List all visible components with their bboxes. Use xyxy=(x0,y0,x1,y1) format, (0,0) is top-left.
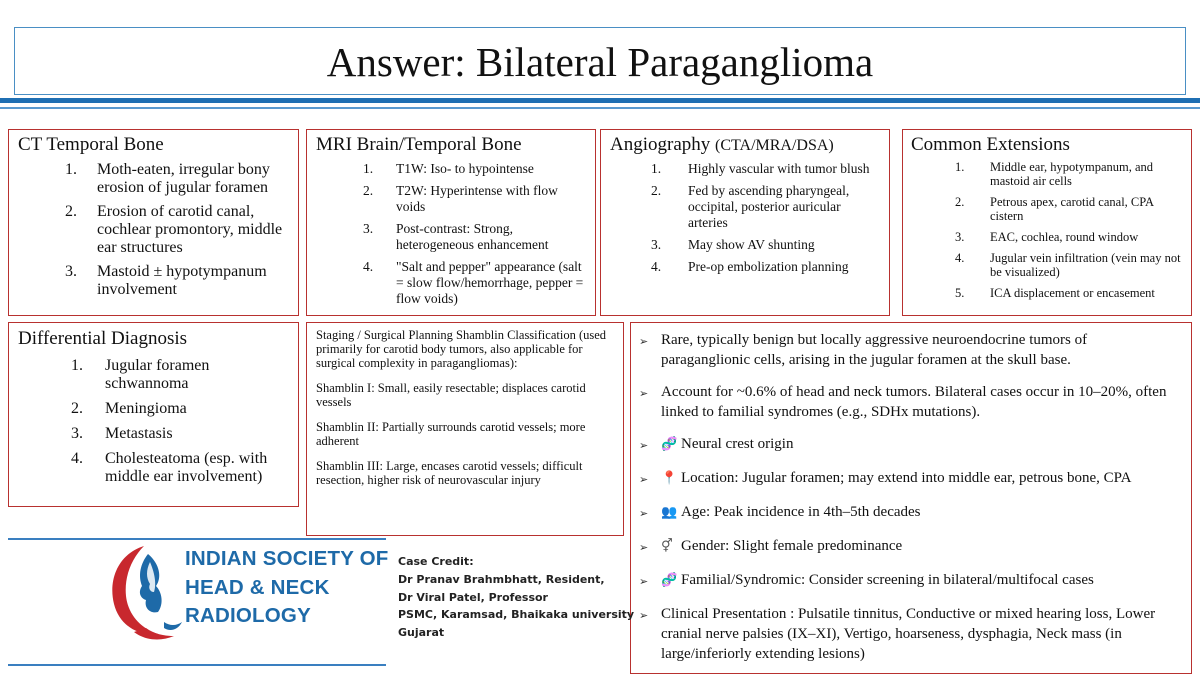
list-item xyxy=(71,400,290,418)
item-text: Middle ear, hypotympanum, and mastoid air cells xyxy=(990,160,1154,188)
credit-line: Case Credit: xyxy=(398,555,474,568)
extensions-list xyxy=(903,156,1191,300)
item-number: 3. xyxy=(651,237,662,252)
fact-text: Neural crest origin xyxy=(681,436,794,452)
item-number: 2. xyxy=(651,183,662,198)
item-number: 1. xyxy=(955,160,965,174)
fact-text: Age: Peak incidence in 4th–5th decades xyxy=(681,504,921,520)
item-number: 3. xyxy=(65,263,77,280)
list-item xyxy=(363,221,587,253)
list-item xyxy=(65,203,290,257)
angiography-box xyxy=(600,129,890,316)
ct-temporal-bone-box xyxy=(8,129,299,316)
header-rule-thin xyxy=(0,107,1200,109)
item-number: 1. xyxy=(651,161,662,176)
society-logo-text xyxy=(185,545,389,631)
dna-icon: 🧬 xyxy=(661,573,678,588)
fact-item xyxy=(639,468,1177,490)
item-text: May show AV shunting xyxy=(688,237,815,252)
ddx-heading: Differential Diagnosis xyxy=(18,328,188,349)
differential-diagnosis-box xyxy=(8,322,299,507)
arrow-bullet-icon: ➢ xyxy=(639,508,649,520)
item-text: EAC, cochlea, round window xyxy=(990,230,1139,244)
list-item xyxy=(955,230,1183,244)
item-text: Post-contrast: Strong, heterogeneous enhancement xyxy=(396,221,549,252)
list-item xyxy=(651,183,881,231)
item-number: 1. xyxy=(71,357,83,374)
shamblin-1: Shamblin I: Small, easily resectable; displaces carotid vessels xyxy=(316,381,586,409)
logo-line-1: INDIAN SOCIETY OF xyxy=(185,547,389,570)
item-number: 2. xyxy=(955,195,965,209)
item-number: 4. xyxy=(955,251,965,265)
item-text: Pre-op embolization planning xyxy=(688,259,849,274)
logo-line-2: HEAD & NECK xyxy=(185,575,330,599)
common-extensions-box xyxy=(902,129,1192,316)
item-number: 2. xyxy=(363,183,374,198)
list-item xyxy=(955,251,1183,279)
arrow-bullet-icon: ➢ xyxy=(639,576,649,588)
item-number: 4. xyxy=(71,450,83,467)
item-number: 1. xyxy=(363,161,374,176)
fact-text: Location: Jugular foramen; may extend into middle ear, petrous bone, CPA xyxy=(681,470,1132,486)
gender-icon: ⚥ xyxy=(661,539,673,554)
list-item xyxy=(651,259,881,275)
item-text: Metastasis xyxy=(105,425,173,442)
credit-line: Gujarat xyxy=(398,626,445,640)
logo-line-3: RADIOLOGY xyxy=(185,604,311,627)
mri-box xyxy=(306,129,596,316)
logo-rule-top xyxy=(8,538,386,540)
list-item xyxy=(65,161,290,197)
credit-line: Dr Pranav Brahmbhatt, Resident, xyxy=(398,572,605,586)
item-number: 3. xyxy=(363,221,374,236)
item-text: Fed by ascending pharyngeal, occipital, posterior auricular arteries xyxy=(688,183,850,230)
list-item xyxy=(955,286,1183,300)
list-item xyxy=(363,183,587,215)
item-text: Meningioma xyxy=(105,400,187,417)
angio-list xyxy=(601,156,889,275)
arrow-bullet-icon: ➢ xyxy=(639,440,649,452)
list-item xyxy=(71,425,290,443)
fact-text: Gender: Slight female predominance xyxy=(681,538,903,554)
item-number: 1. xyxy=(65,161,77,178)
item-number: 4. xyxy=(363,259,374,274)
fact-item xyxy=(639,382,1177,422)
ddx-list xyxy=(9,350,298,486)
list-item xyxy=(363,259,587,307)
angio-heading-main: Angiography xyxy=(610,134,711,155)
mri-heading: MRI Brain/Temporal Bone xyxy=(316,134,522,155)
title-box xyxy=(14,27,1186,95)
angio-heading xyxy=(601,130,889,156)
fact-item xyxy=(639,434,1177,456)
item-text: "Salt and pepper" appearance (salt = slow flow/hemorrhage, pepper = flow voids) xyxy=(396,259,584,306)
pin-icon: 📍 xyxy=(661,471,678,486)
credit-line: Dr Viral Patel, Professor xyxy=(398,590,548,604)
item-number: 2. xyxy=(65,203,77,220)
header-rule-thick xyxy=(0,98,1200,103)
item-text: Jugular vein infiltration (vein may not be visualized) xyxy=(990,251,1181,279)
people-icon: 👥 xyxy=(661,505,678,520)
item-text: Erosion of carotid canal, cochlear promontory, middle ear structures xyxy=(97,203,283,256)
list-item xyxy=(71,357,290,393)
fact-text: Familial/Syndromic: Consider screening in bilateral/multifocal cases xyxy=(681,572,1094,588)
arrow-bullet-icon: ➢ xyxy=(639,542,649,554)
item-number: 2. xyxy=(71,400,83,417)
item-text: Petrous apex, carotid canal, CPA cistern xyxy=(990,195,1154,223)
item-text: Mastoid ± hypotympanum involvement xyxy=(97,263,267,298)
case-credit xyxy=(398,553,634,642)
logo-rule-bottom xyxy=(8,664,386,666)
list-item xyxy=(71,450,290,486)
list-item xyxy=(955,160,1183,188)
fact-item xyxy=(639,570,1177,592)
list-item xyxy=(363,161,587,177)
extensions-heading: Common Extensions xyxy=(911,134,1070,155)
shamblin-3: Shamblin III: Large, encases carotid vessels; difficult resection, higher risk of neurovascular injury xyxy=(316,459,583,487)
item-text: ICA displacement or encasement xyxy=(990,286,1155,300)
list-item xyxy=(65,263,290,299)
mri-list xyxy=(307,156,595,307)
ct-list xyxy=(9,156,298,299)
arrow-bullet-icon: ➢ xyxy=(639,336,649,348)
fact-item xyxy=(639,536,1177,558)
arrow-bullet-icon: ➢ xyxy=(639,610,649,622)
shamblin-staging-box xyxy=(306,322,624,536)
dna-icon: 🧬 xyxy=(661,437,678,452)
angio-heading-sub: (CTA/MRA/DSA) xyxy=(715,137,834,154)
fact-text: Account for ~0.6% of head and neck tumors. Bilateral cases occur in 10–20%, often linked to familial syndromes (e.g., SDHx mutations). xyxy=(661,384,1167,420)
item-number: 5. xyxy=(955,286,965,300)
item-text: Cholesteatoma (esp. with middle ear involvement) xyxy=(105,450,268,485)
credit-line: PSMC, Karamsad, Bhaikaka university xyxy=(398,608,635,622)
list-item xyxy=(651,237,881,253)
item-text: Highly vascular with tumor blush xyxy=(688,161,870,176)
item-text: T1W: Iso- to hypointense xyxy=(396,161,534,176)
item-text: Jugular foramen schwannoma xyxy=(105,357,210,392)
staging-intro: Staging / Surgical Planning Shamblin Classification (used primarily for carotid body tumors, also applicable for surgical complexity in paragangliomas): xyxy=(316,328,607,370)
page-title: Answer: Bilateral Paraganglioma xyxy=(326,39,874,85)
arrow-bullet-icon: ➢ xyxy=(639,474,649,486)
fact-text: Clinical Presentation : Pulsatile tinnitus, Conductive or mixed hearing loss, Lower cranial nerve palsies (IX–XI), Vertigo, hoarseness, dysphagia, Neck mass (in large/inferiorly extending lesions) xyxy=(661,606,1156,662)
fact-text: Rare, typically benign but locally aggressive neuroendocrine tumors of paraganglionic cells, arising in the jugular foramen at the skull base. xyxy=(661,332,1088,368)
list-item xyxy=(955,195,1183,223)
item-text: Moth-eaten, irregular bony erosion of jugular foramen xyxy=(97,161,270,196)
fact-item xyxy=(639,502,1177,524)
arrow-bullet-icon: ➢ xyxy=(639,388,649,400)
society-emblem-icon xyxy=(104,540,188,644)
item-text: T2W: Hyperintense with flow voids xyxy=(396,183,558,214)
item-number: 4. xyxy=(651,259,662,274)
list-item xyxy=(651,161,881,177)
item-number: 3. xyxy=(71,425,83,442)
ct-heading: CT Temporal Bone xyxy=(18,134,164,155)
fact-item xyxy=(639,330,1177,370)
shamblin-2: Shamblin II: Partially surrounds carotid vessels; more adherent xyxy=(316,420,586,448)
key-facts-box xyxy=(630,322,1192,674)
item-number: 3. xyxy=(955,230,965,244)
fact-item xyxy=(639,604,1177,664)
